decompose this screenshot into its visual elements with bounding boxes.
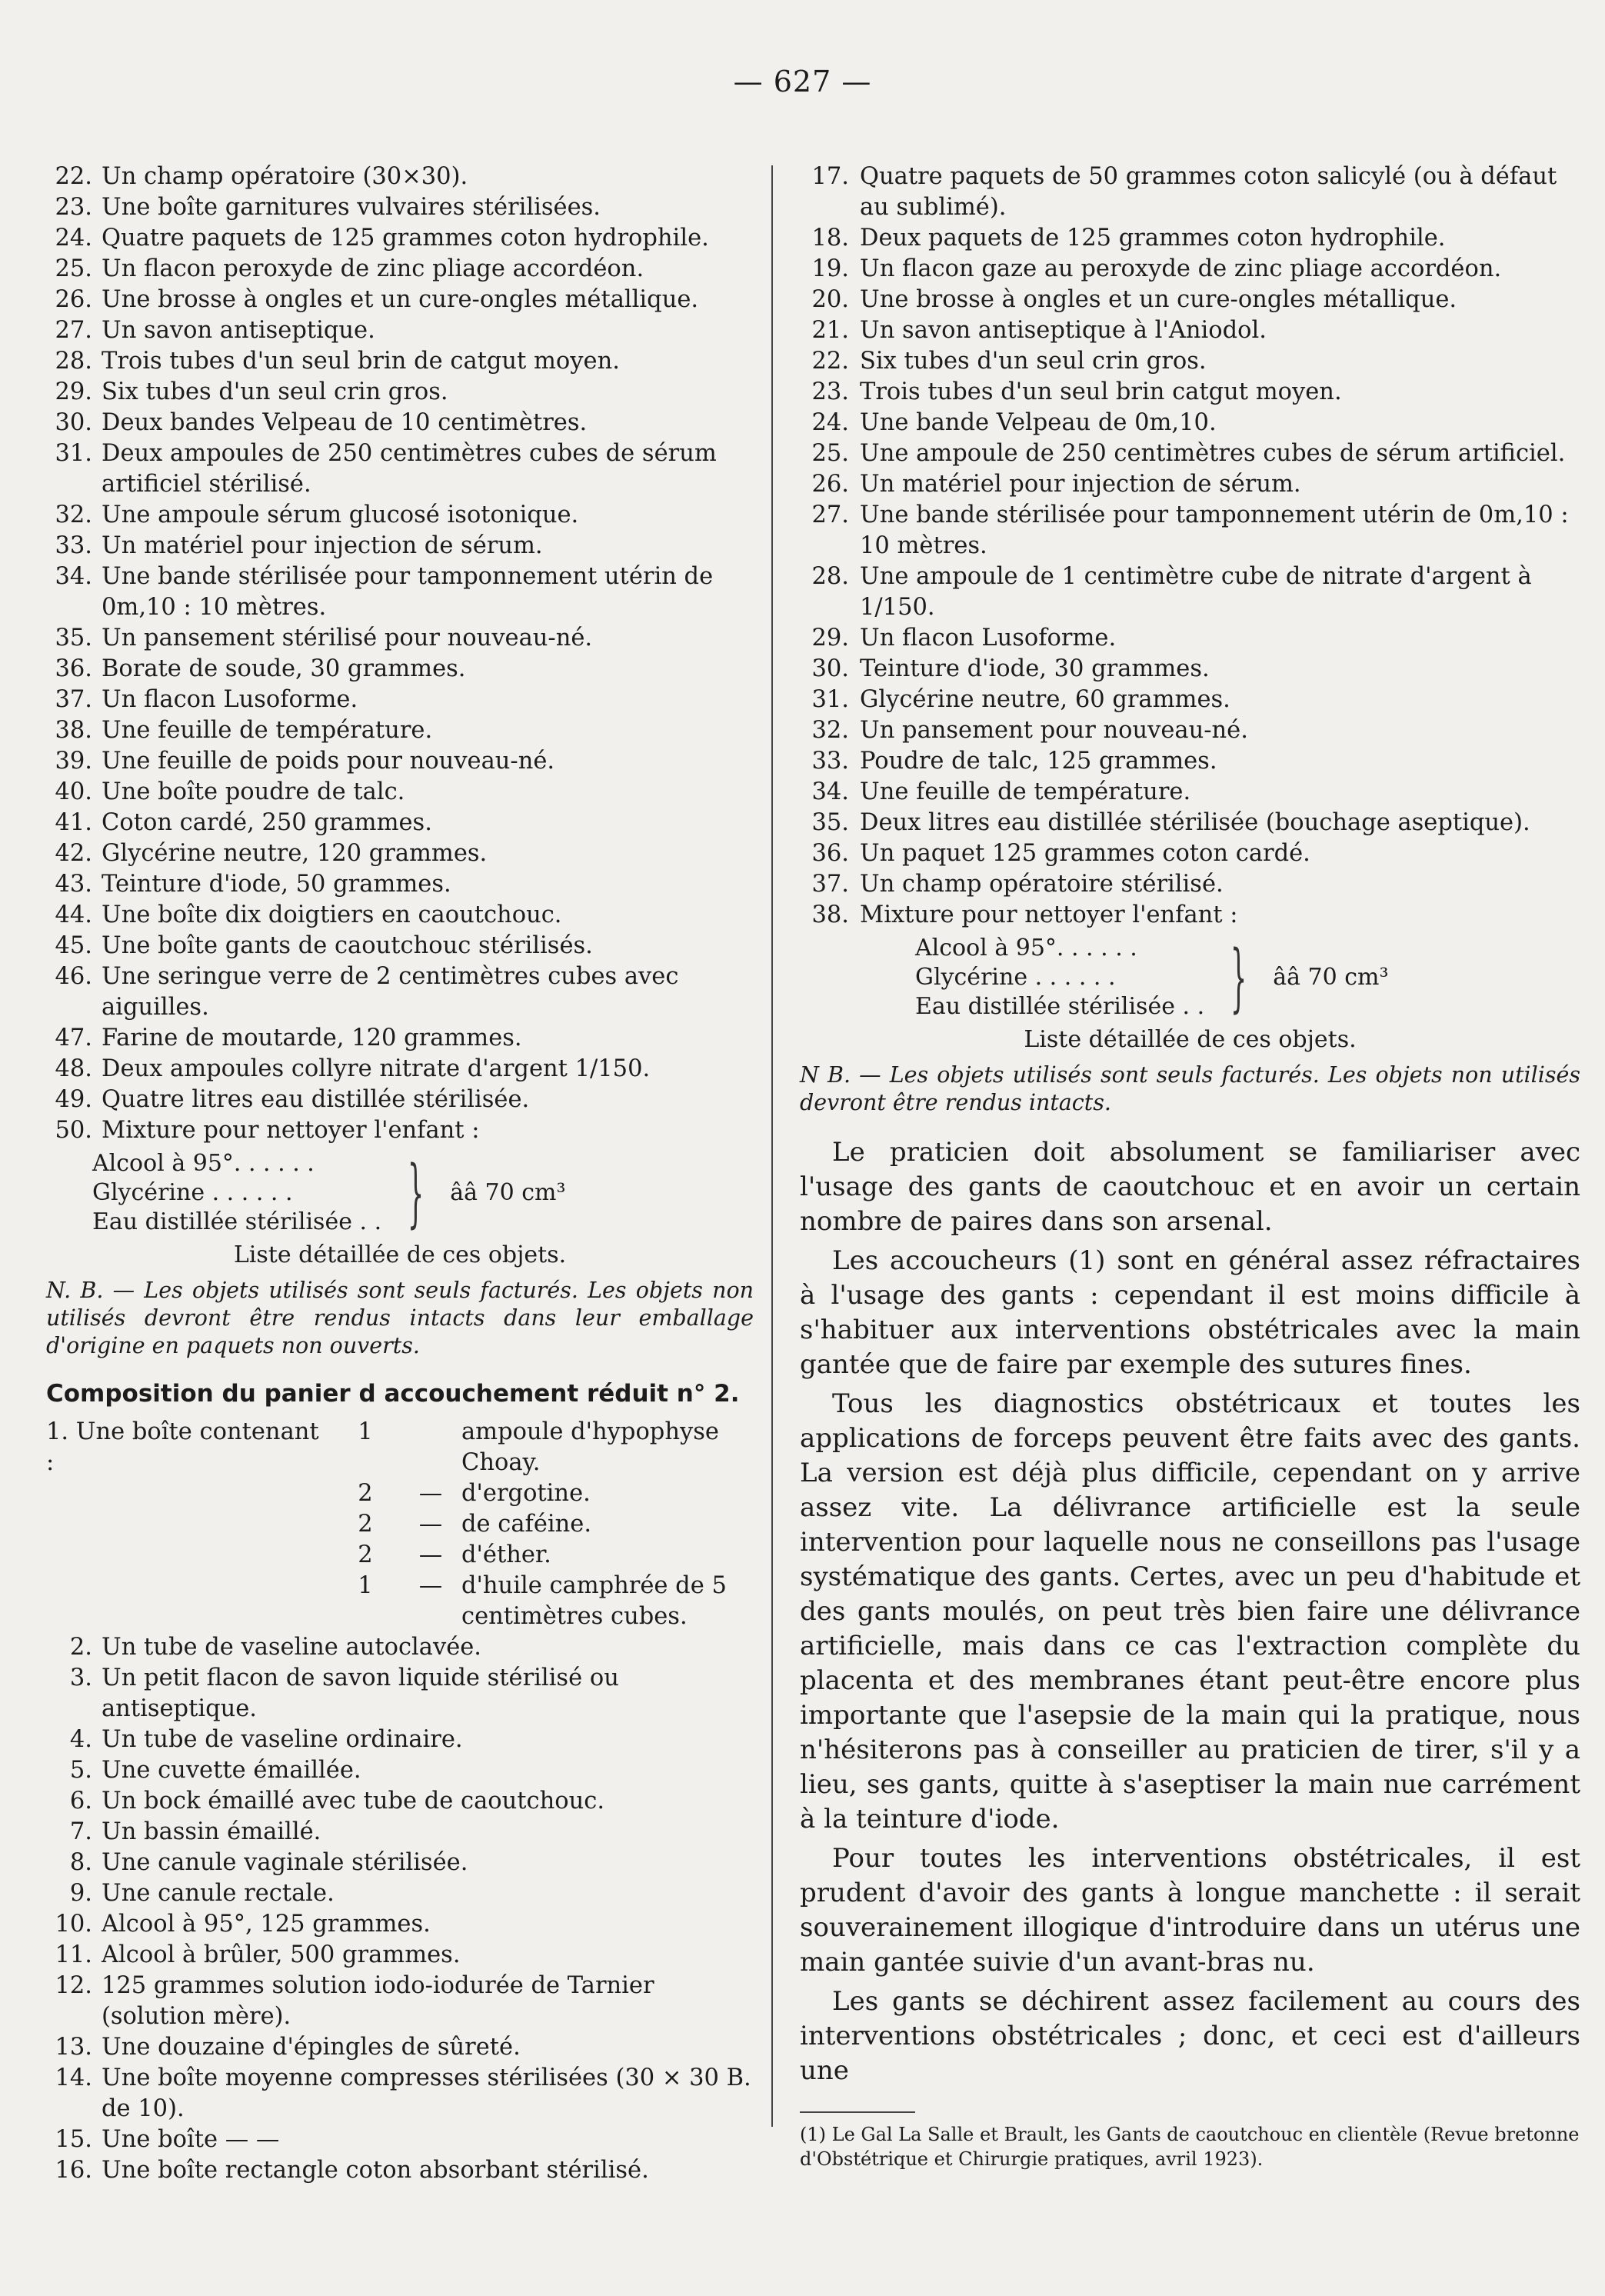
list-item — [46, 1115, 754, 1146]
list-item — [46, 1909, 754, 1940]
list-item — [46, 961, 754, 1023]
list-item — [46, 562, 754, 623]
list-item — [46, 377, 754, 408]
item-number: 23. — [811, 378, 849, 405]
item-number: 2. — [69, 1634, 92, 1661]
item-text: Une boîte rectangle coton absorbant stérilisé. — [102, 2157, 649, 2184]
item-number: 26. — [811, 471, 849, 498]
list-item — [46, 1023, 754, 1054]
mixture-ingredient: Eau distillée stérilisée . . — [915, 993, 1205, 1020]
product: d'huile camphrée de 5 centimètres cubes. — [461, 1572, 727, 1630]
item-text: Un paquet 125 grammes coton cardé. — [860, 840, 1310, 867]
list-item — [800, 685, 1580, 715]
item-text: Quatre paquets de 125 grammes coton hydrophile. — [102, 225, 709, 252]
table-row — [46, 1540, 754, 1571]
item-text: Un flacon Lusoforme. — [102, 686, 358, 713]
quantity: 1 — [358, 1572, 373, 1599]
item-text: Un petit flacon de savon liquide stérilisé ou antiseptique. — [102, 1665, 619, 1722]
list-item — [46, 1848, 754, 1878]
item-number: 22. — [811, 348, 849, 375]
item-number: 40. — [55, 778, 92, 805]
box-label — [46, 1478, 331, 1509]
list-item — [800, 254, 1580, 285]
item-number: 31. — [55, 440, 92, 467]
item-number: 36. — [55, 655, 92, 682]
item-number: 27. — [55, 317, 92, 344]
item-number: 29. — [811, 625, 849, 651]
item-number: 45. — [55, 932, 92, 959]
item-text: Un flacon peroxyde de zinc pliage accordéon. — [102, 255, 644, 282]
list-item — [46, 777, 754, 808]
item-number: 3. — [69, 1665, 92, 1691]
item-text: Deux ampoules collyre nitrate d'argent 1/150. — [102, 1055, 651, 1082]
item-number: 24. — [55, 225, 92, 252]
list-item — [46, 1054, 754, 1085]
item-number: 4. — [69, 1726, 92, 1753]
right-item-list — [800, 162, 1580, 931]
left-mixture-ingredients — [92, 1149, 381, 1237]
item-number: 44. — [55, 901, 92, 928]
list-item — [800, 315, 1580, 346]
product: d'éther. — [461, 1541, 551, 1568]
quantity: 1 — [358, 1418, 373, 1445]
left-note: N. B. — Les objets utilisés sont seuls facturés. Les objets non utilisés devront être rendus intacts dans leur emballage d'origine en paquets non ouverts. — [46, 1278, 754, 1358]
box-label — [46, 1540, 331, 1571]
box-label — [46, 1509, 331, 1540]
item-number: 21. — [811, 317, 849, 344]
mixture-ingredient: Eau distillée stérilisée . . — [92, 1208, 382, 1235]
item-text: Une feuille de température. — [102, 717, 433, 744]
item-number: 25. — [55, 255, 92, 282]
list-item — [46, 285, 754, 315]
item-text: Coton cardé, 250 grammes. — [102, 809, 432, 836]
item-text: Farine de moutarde, 120 grammes. — [102, 1025, 522, 1051]
list-item — [800, 746, 1580, 777]
item-text: Deux litres eau distillée stérilisée (bouchage aseptique). — [860, 809, 1530, 836]
item-text: Un pansement pour nouveau-né. — [860, 717, 1248, 744]
item-number: 32. — [811, 717, 849, 744]
list-item — [46, 2155, 754, 2186]
list-item — [800, 162, 1580, 223]
item-number: 28. — [811, 563, 849, 590]
item-number: 41. — [55, 809, 92, 836]
list-item — [46, 2032, 754, 2063]
item-text: Une ampoule de 250 centimètres cubes de sérum artificiel. — [860, 440, 1566, 467]
list-item — [46, 869, 754, 900]
item-number: 17. — [811, 163, 849, 190]
item-text: Un champ opératoire stérilisé. — [860, 871, 1224, 898]
list-item — [800, 654, 1580, 685]
item-text: Trois tubes d'un seul brin catgut moyen. — [860, 378, 1342, 405]
item-text: Une ampoule sérum glucosé isotonique. — [102, 502, 579, 528]
item-text: Six tubes d'un seul crin gros. — [102, 378, 448, 405]
list-item — [46, 838, 754, 869]
item-text: Une canule rectale. — [102, 1880, 335, 1907]
item-text: Un matériel pour injection de sérum. — [860, 471, 1301, 498]
item-text: Deux paquets de 125 grammes coton hydrophile. — [860, 225, 1446, 252]
item-text: Un tube de vaseline ordinaire. — [102, 1726, 463, 1753]
item-text: Un bassin émaillé. — [102, 1818, 321, 1845]
item-text: Une feuille de poids pour nouveau-né. — [102, 748, 555, 775]
table-row — [46, 1571, 754, 1632]
list-item — [46, 2063, 754, 2124]
item-number: 37. — [811, 871, 849, 898]
mixture-amount: ââ 70 cm³ — [1273, 964, 1389, 991]
item-text: Une bande Velpeau de 0m,10. — [860, 409, 1217, 436]
item-number: 5. — [69, 1757, 92, 1784]
list-item — [46, 192, 754, 223]
item-number: 35. — [55, 625, 92, 651]
item-number: 38. — [811, 901, 849, 928]
item-text: Une boîte garnitures vulvaires stérilisées. — [102, 194, 601, 221]
table-row — [46, 1478, 754, 1509]
list-item — [800, 438, 1580, 469]
list-item — [800, 808, 1580, 838]
list-item — [800, 408, 1580, 438]
item-text: Deux bandes Velpeau de 10 centimètres. — [102, 409, 588, 436]
item-number: 39. — [55, 748, 92, 775]
ditto-mark — [400, 1417, 461, 1478]
list-item — [46, 1786, 754, 1817]
right-mixture-ingredients — [915, 934, 1204, 1021]
item-text: Teinture d'iode, 50 grammes. — [102, 871, 451, 898]
paragraph: Les accoucheurs (1) sont en général assez réfractaires à l'usage des gants : cependant il est moins difficile à s'habituer aux interventions obstétricales avec la main gantée que de faire par exemple des sutures fines. — [800, 1245, 1580, 1380]
item-text: Une canule vaginale stérilisée. — [102, 1849, 468, 1876]
ditto-mark: — — [418, 1511, 443, 1538]
item-text: Un savon antiseptique. — [102, 317, 375, 344]
column-divider — [771, 165, 773, 2127]
brace-glyph: } — [407, 1150, 425, 1236]
item-text: Deux ampoules de 250 centimètres cubes de sérum artificiel stérilisé. — [102, 440, 717, 498]
item-number: 23. — [55, 194, 92, 221]
item-number: 38. — [55, 717, 92, 744]
product: d'ergotine. — [461, 1480, 591, 1507]
item-number: 24. — [811, 409, 849, 436]
list-item — [800, 715, 1580, 746]
list-item — [46, 900, 754, 931]
list-item — [800, 346, 1580, 377]
item-text: 125 grammes solution iodo-iodurée de Tarnier (solution mère). — [102, 1972, 654, 2030]
left-item-list-a — [46, 162, 754, 1146]
item-number: 46. — [55, 963, 92, 990]
item-number: 31. — [811, 686, 849, 713]
mixture-ingredient: Alcool à 95°. . . . . . — [915, 935, 1137, 961]
item-number: 34. — [811, 778, 849, 805]
item-text: Une boîte poudre de talc. — [102, 778, 405, 805]
item-text: Un flacon Lusoforme. — [860, 625, 1117, 651]
item-number: 36. — [811, 840, 849, 867]
list-item — [46, 408, 754, 438]
item-text: Une brosse à ongles et un cure-ongles métallique. — [860, 286, 1457, 313]
mixture-ingredient: Glycérine . . . . . . — [92, 1179, 293, 1206]
item-text: Mixture pour nettoyer l'enfant : — [102, 1117, 480, 1144]
item-number: 33. — [811, 748, 849, 775]
list-item — [46, 315, 754, 346]
paragraph: Tous les diagnostics obstétricaux et toutes les applications de forceps peuvent être faits avec des gants. La version est déjà plus difficile, cependant on y arrive assez vite. La délivrance artificielle est la seule intervention pour laquelle nous ne conseillons pas l'usage systématique des gants. Certes, avec un peu d'habitude et des gants moulés, on peut très bien faire une délivrance artificielle, mais dans ce cas l'extraction complète du placenta et des membranes étant peut-être encore plus importante que l'asepsie de la main qui la pratique, nous n'hésiterons pas à conseiller au praticien de tirer, s'il y a lieu, ses gants, quitte à s'aseptiser la main nue carrément à la teinture d'iode. — [800, 1388, 1580, 1834]
item-number: 30. — [55, 409, 92, 436]
paragraph: Pour toutes les interventions obstétricales, il est prudent d'avoir des gants à longue manchette : il serait souverainement illogique d'introduire dans un utérus une main gantée suivie d'un avant-bras nu. — [800, 1843, 1580, 1978]
list-item — [46, 438, 754, 500]
item-text: Un pansement stérilisé pour nouveau-né. — [102, 625, 593, 651]
item-number: 42. — [55, 840, 92, 867]
item-text: Teinture d'iode, 30 grammes. — [860, 655, 1210, 682]
item-text: Un bock émaillé avec tube de caoutchouc. — [102, 1788, 605, 1814]
list-item — [46, 1632, 754, 1663]
product: ampoule d'hypophyse Choay. — [461, 1418, 719, 1476]
item-text: Glycérine neutre, 60 grammes. — [860, 686, 1230, 713]
left-mixture — [92, 1149, 754, 1237]
item-text: Quatre paquets de 50 grammes coton salicylé (ou à défaut au sublimé). — [860, 163, 1557, 221]
list-item — [800, 469, 1580, 500]
right-mixture — [915, 934, 1580, 1021]
item-number: 16. — [55, 2157, 92, 2184]
item-text: Une ampoule de 1 centimètre cube de nitrate d'argent à 1/150. — [860, 563, 1532, 621]
item-text: Une bande stérilisée pour tamponnement utérin de 0m,10 : 10 mètres. — [102, 563, 714, 621]
list-item — [46, 1755, 754, 1786]
list-item — [800, 900, 1580, 931]
item-text: Poudre de talc, 125 grammes. — [860, 748, 1217, 775]
item-text: Un champ opératoire (30×30). — [102, 163, 468, 190]
item-number: 30. — [811, 655, 849, 682]
item-number: 28. — [55, 348, 92, 375]
list-item — [46, 223, 754, 254]
item-text: Un tube de vaseline autoclavée. — [102, 1634, 481, 1661]
list-item — [800, 562, 1580, 623]
basket-heading: Composition du panier d accouchement réduit n° 2. — [46, 1380, 740, 1408]
item-number: 18. — [811, 225, 849, 252]
item-text: Une boîte moyenne compresses stérilisées (30 × 30 B. de 10). — [102, 2064, 751, 2122]
list-item — [800, 869, 1580, 900]
footnote: (1) Le Gal La Salle et Brault, les Gants de caoutchouc en clientèle (Revue bretonne d'Obstétrique et Chirurgie pratiques, avril 1923). — [800, 2124, 1580, 2170]
item-number: 35. — [811, 809, 849, 836]
item-text: Quatre litres eau distillée stérilisée. — [102, 1086, 530, 1113]
list-item — [46, 746, 754, 777]
list-item — [46, 346, 754, 377]
quantity: 2 — [358, 1480, 373, 1507]
list-item — [800, 377, 1580, 408]
list-item — [46, 1878, 754, 1909]
item-number: 7. — [69, 1818, 92, 1845]
item-number: 43. — [55, 871, 92, 898]
brace-glyph: } — [1230, 935, 1247, 1021]
item-number: 8. — [69, 1849, 92, 1876]
left-item-list-b — [46, 1632, 754, 2186]
item-text: Mixture pour nettoyer l'enfant : — [860, 901, 1238, 928]
item-number: 9. — [69, 1880, 92, 1907]
list-item — [800, 285, 1580, 315]
item-text: Alcool à brûler, 500 grammes. — [102, 1941, 461, 1968]
item-text: Une douzaine d'épingles de sûreté. — [102, 2034, 521, 2061]
right-list-title: Liste détaillée de ces objets. — [1024, 1026, 1357, 1053]
item-text: Une cuvette émaillée. — [102, 1757, 361, 1784]
list-item — [800, 223, 1580, 254]
list-item — [800, 500, 1580, 562]
ditto-mark: — — [418, 1541, 443, 1568]
list-item — [46, 1663, 754, 1724]
item-text: Un savon antiseptique à l'Aniodol. — [860, 317, 1267, 344]
item-text: Un flacon gaze au peroxyde de zinc pliage accordéon. — [860, 255, 1502, 282]
item-text: Une boîte gants de caoutchouc stérilisés. — [102, 932, 593, 959]
list-item — [46, 1817, 754, 1848]
mixture-ingredient: Alcool à 95°. . . . . . — [92, 1150, 315, 1177]
list-item — [46, 500, 754, 531]
item-number: 22. — [55, 163, 92, 190]
item-number: 34. — [55, 563, 92, 590]
list-item — [46, 1940, 754, 1971]
list-item — [46, 1724, 754, 1755]
mixture-amount: ââ 70 cm³ — [450, 1179, 566, 1206]
paragraph: Les gants se déchirent assez facilement au cours des interventions obstétricales ; donc, et ceci est d'ailleurs une — [800, 1986, 1580, 2086]
item-text: Une bande stérilisée pour tamponnement utérin de 0m,10 : 10 mètres. — [860, 502, 1569, 559]
item-text: Glycérine neutre, 120 grammes. — [102, 840, 488, 867]
item-number: 48. — [55, 1055, 92, 1082]
item-number: 26. — [55, 286, 92, 313]
quantity: 2 — [358, 1511, 373, 1538]
list-item — [46, 623, 754, 654]
list-item — [46, 808, 754, 838]
item-text: Une boîte dix doigtiers en caoutchouc. — [102, 901, 562, 928]
item-number: 13. — [55, 2034, 92, 2061]
item-text: Borate de soude, 30 grammes. — [102, 655, 466, 682]
page-number: — 627 — — [733, 65, 872, 98]
product: de caféine. — [461, 1511, 592, 1538]
item-text: Trois tubes d'un seul brin de catgut moyen. — [102, 348, 620, 375]
list-item — [46, 654, 754, 685]
item-number: 50. — [55, 1117, 92, 1144]
list-item — [46, 2124, 754, 2155]
footnote-rule — [800, 2111, 915, 2113]
paragraph: Le praticien doit absolument se familiariser avec l'usage des gants de caoutchouc et en avoir un certain nombre de paires dans son arsenal. — [800, 1137, 1580, 1237]
list-item — [46, 931, 754, 961]
item-number: 47. — [55, 1025, 92, 1051]
list-item — [800, 838, 1580, 869]
item-number: 49. — [55, 1086, 92, 1113]
item-text: Six tubes d'un seul crin gros. — [860, 348, 1207, 375]
body-text — [800, 1135, 1580, 2088]
box-label — [46, 1571, 331, 1632]
item-number: 27. — [811, 502, 849, 528]
right-note: N B. — Les objets utilisés sont seuls facturés. Les objets non utilisés devront être rendus intacts. — [800, 1062, 1580, 1115]
item-number: 15. — [55, 2126, 92, 2153]
list-item — [800, 777, 1580, 808]
item-number: 6. — [69, 1788, 92, 1814]
right-column — [800, 162, 1580, 2171]
table-row — [46, 1417, 754, 1478]
list-item — [46, 1085, 754, 1115]
list-item — [46, 531, 754, 562]
item-number: 32. — [55, 502, 92, 528]
quantity: 2 — [358, 1541, 373, 1568]
item-number: 10. — [55, 1911, 92, 1938]
list-item — [46, 162, 754, 192]
item-number: 29. — [55, 378, 92, 405]
box-contents-table — [46, 1417, 754, 1632]
item-number: 25. — [811, 440, 849, 467]
item-text: Une brosse à ongles et un cure-ongles métallique. — [102, 286, 699, 313]
left-column — [46, 162, 754, 2186]
item-text: Une feuille de température. — [860, 778, 1191, 805]
item-number: 20. — [811, 286, 849, 313]
left-list-title: Liste détaillée de ces objets. — [233, 1241, 567, 1268]
list-item — [46, 685, 754, 715]
item-text: Une boîte — — — [102, 2126, 280, 2153]
item-number: 33. — [55, 532, 92, 559]
ditto-mark: — — [418, 1572, 443, 1599]
item-text: Alcool à 95°, 125 grammes. — [102, 1911, 431, 1938]
item-text: Un matériel pour injection de sérum. — [102, 532, 543, 559]
list-item — [46, 715, 754, 746]
item-number: 37. — [55, 686, 92, 713]
list-item — [46, 254, 754, 285]
item-number: 19. — [811, 255, 849, 282]
box-label: 1. Une boîte contenant : — [46, 1418, 319, 1476]
item-number: 12. — [55, 1972, 92, 1999]
list-item — [46, 1971, 754, 2032]
mixture-ingredient: Glycérine . . . . . . — [915, 964, 1116, 991]
item-number: 11. — [55, 1941, 92, 1968]
item-text: Une seringue verre de 2 centimètres cubes avec aiguilles. — [102, 963, 679, 1021]
list-item — [800, 623, 1580, 654]
table-row — [46, 1509, 754, 1540]
ditto-mark: — — [418, 1480, 443, 1507]
item-number: 14. — [55, 2064, 92, 2091]
